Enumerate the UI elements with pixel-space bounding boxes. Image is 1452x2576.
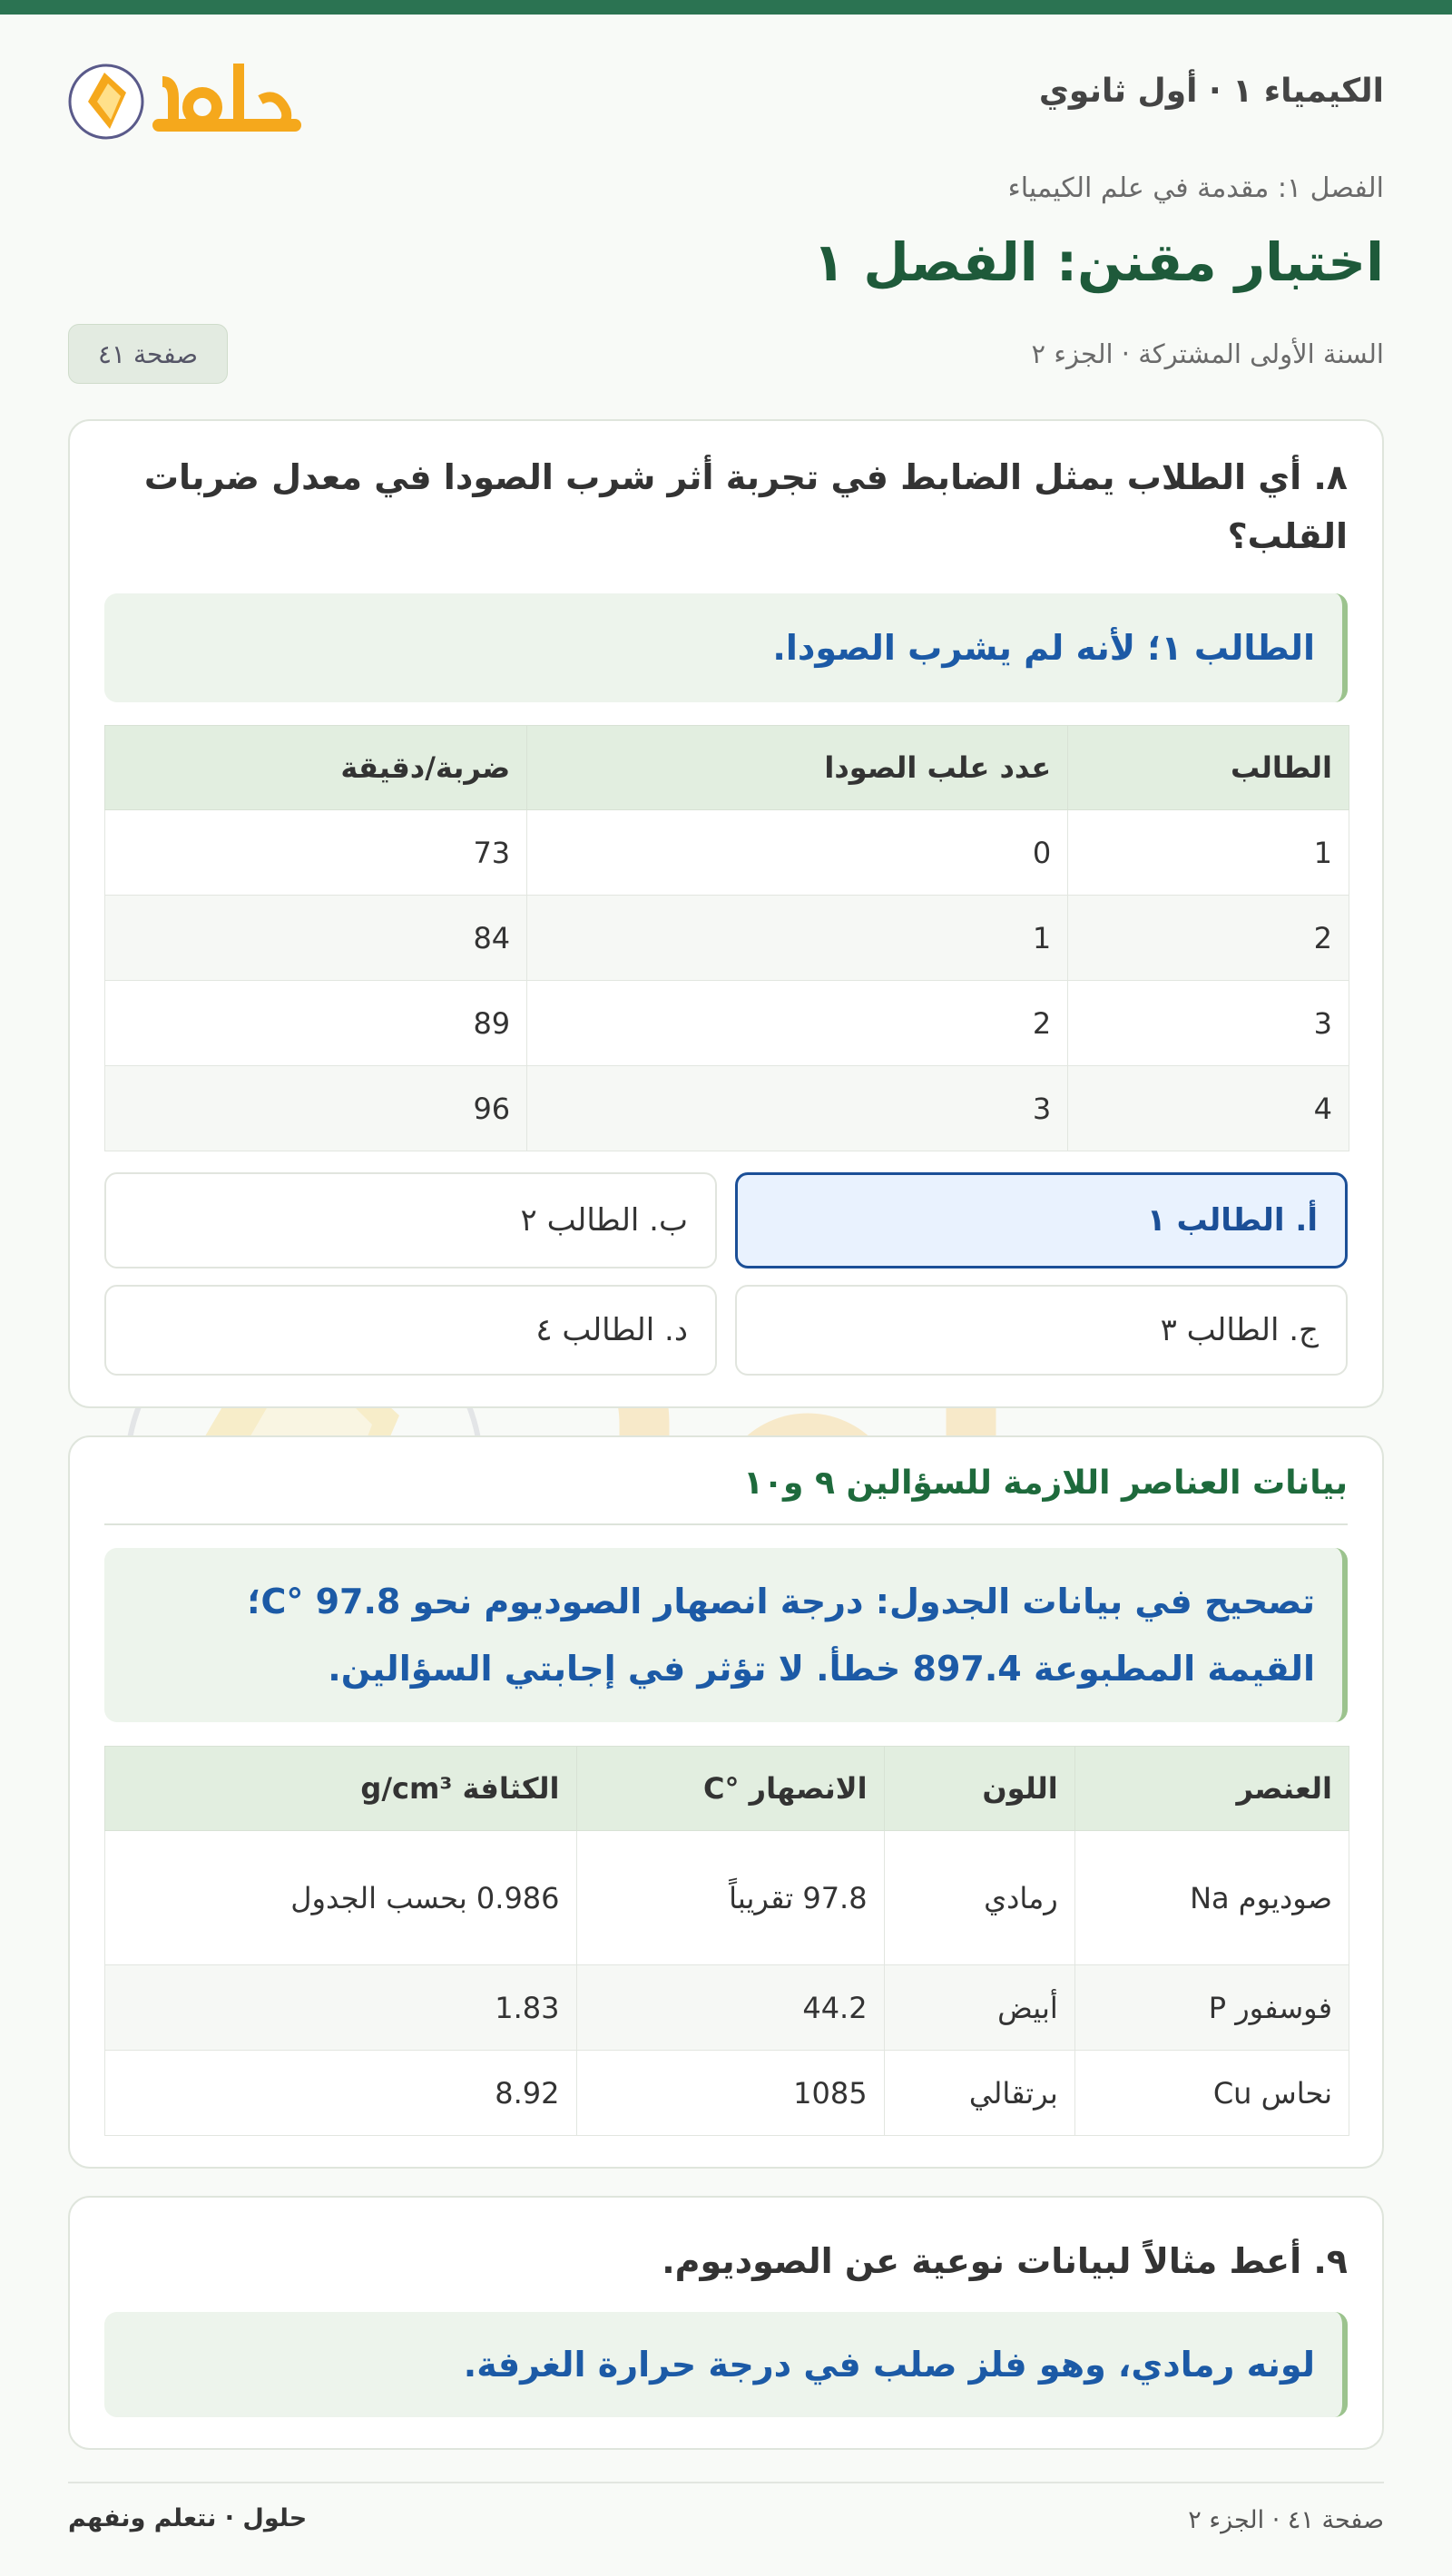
page-title: اختبار مقنن: الفصل ١ (812, 231, 1384, 293)
question-9-answer: لونه رمادي، وهو فلز صلب في درجة حرارة الغرفة. (104, 2312, 1348, 2417)
table-cell: نحاس Cu (1074, 2051, 1349, 2136)
table-cell: 8.92 (105, 2051, 577, 2136)
page-header (68, 45, 1384, 147)
footer-divider (68, 2482, 1384, 2483)
column-header: الطالب (1068, 726, 1349, 810)
correction-note: تصحيح في بيانات الجدول: درجة انصهار الصوديوم نحو 97.8 °C؛ القيمة المطبوعة 897.4 خطأ. لا تؤثر في إجابتي السؤالين. (104, 1548, 1348, 1722)
column-header: اللون (884, 1747, 1074, 1831)
table-cell: 4 (1068, 1066, 1349, 1151)
table-cell: صوديوم Na (1074, 1831, 1349, 1965)
brand-logo (68, 45, 304, 147)
table-cell: 0 (527, 810, 1068, 896)
year-label: السنة الأولى المشتركة · الجزء ٢ (1031, 338, 1384, 369)
table-cell: 89 (105, 981, 527, 1066)
table-cell: 0.986 بحسب الجدول (105, 1831, 577, 1965)
table-cell: 44.2 (576, 1965, 884, 2051)
option-d[interactable]: د. الطالب ٤ (104, 1285, 717, 1376)
question-9-card (68, 2196, 1384, 2450)
meta-row (68, 324, 1384, 387)
table-cell: 1.83 (105, 1965, 577, 2051)
elements-table (104, 1746, 1349, 2136)
table-row (105, 1831, 1349, 1965)
table-cell: 3 (1068, 981, 1349, 1066)
column-header: العنصر (1074, 1747, 1349, 1831)
table-cell: 1 (1068, 810, 1349, 896)
soda-data-table (104, 725, 1349, 1151)
table-cell: رمادي (884, 1831, 1074, 1965)
chapter-label: الفصل ١: مقدمة في علم الكيمياء (1007, 172, 1384, 204)
table-cell: 1 (527, 896, 1068, 981)
table-cell: 2 (1068, 896, 1349, 981)
table-row (105, 810, 1349, 896)
course-title: الكيمياء ١ · أول ثانوي (1038, 73, 1384, 110)
table-cell: أبيض (884, 1965, 1074, 2051)
table-cell: 97.8 تقريباً (576, 1831, 884, 1965)
column-header: عدد علب الصودا (527, 726, 1068, 810)
top-accent-bar (0, 0, 1452, 15)
table-cell: 96 (105, 1066, 527, 1151)
question-8-text: ٨. أي الطلاب يمثل الضابط في تجربة أثر شرب الصودا في معدل ضربات القلب؟ (143, 457, 1348, 556)
column-header: الانصهار °C (576, 1747, 884, 1831)
option-b[interactable]: ب. الطالب ٢ (104, 1172, 717, 1268)
footer-brand: حلول · نتعلم ونفهم (68, 2504, 308, 2532)
elements-data-card (68, 1435, 1384, 2169)
table-cell: 73 (105, 810, 527, 896)
table-cell: 2 (527, 981, 1068, 1066)
footer-page-info: صفحة ٤١ · الجزء ٢ (1188, 2506, 1384, 2534)
column-header: الكثافة g/cm³ (105, 1747, 577, 1831)
table-header-row (105, 1747, 1349, 1831)
column-header: ضربة/دقيقة (105, 726, 527, 810)
elements-heading: بيانات العناصر اللازمة للسؤالين ٩ و١٠ (743, 1464, 1348, 1502)
table-row (105, 1965, 1349, 2051)
question-8-card (68, 419, 1384, 1408)
question-9-text: ٩. أعط مثالاً لبيانات نوعية عن الصوديوم. (662, 2241, 1348, 2281)
divider (104, 1523, 1348, 1525)
table-cell: 3 (527, 1066, 1068, 1151)
table-row (105, 1066, 1349, 1151)
table-header-row (105, 726, 1349, 810)
table-row (105, 981, 1349, 1066)
table-cell: 1085 (576, 2051, 884, 2136)
table-row (105, 2051, 1349, 2136)
table-cell: 84 (105, 896, 527, 981)
page-badge: صفحة ٤١ (68, 324, 228, 384)
option-a[interactable]: أ. الطالب ١ (735, 1172, 1348, 1268)
table-row (105, 896, 1349, 981)
option-c[interactable]: ج. الطالب ٣ (735, 1285, 1348, 1376)
question-8-answer: الطالب ١؛ لأنه لم يشرب الصودا. (104, 593, 1348, 702)
table-cell: فوسفور P (1074, 1965, 1349, 2051)
table-cell: برتقالي (884, 2051, 1074, 2136)
